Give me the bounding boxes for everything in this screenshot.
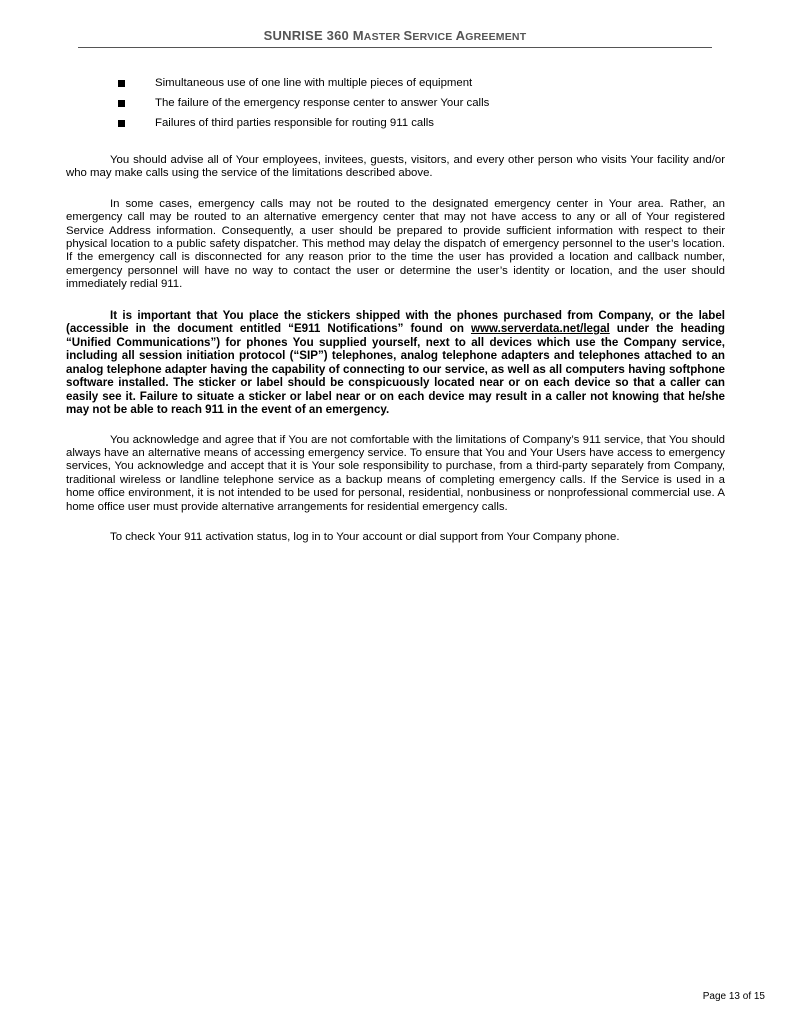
document-body xyxy=(66,77,725,562)
square-bullet-icon xyxy=(118,100,125,107)
list-item xyxy=(66,77,725,97)
list-item-text: The failure of the emergency response center to answer Your calls xyxy=(155,97,490,109)
paragraph-advise-employees: You should advise all of Your employees, invitees, guests, visitors, and every other person who visits Your facility and/or who may make calls using the service of the limitations described above. xyxy=(66,154,725,180)
list-item-text: Failures of third parties responsible for routing 911 calls xyxy=(155,117,434,129)
header-title-1: SUNRISE 360 M xyxy=(263,28,364,43)
page-header xyxy=(78,28,712,43)
square-bullet-icon xyxy=(118,120,125,127)
paragraph-routing: In some cases, emergency calls may not be routed to the designated emergency center in Your area. Rather, an emergency call may be routed to an alternative emergency center that may not have access to any or all of Your registered Service Address information. Consequently, a user should be prepared to provide sufficient information with respect to their physical location to a public safety dispatcher. This method may delay the dispatch of emergency personnel to the user’s location. If the emergency call is disconnected for any reason prior to the time the user has provided a location and callback number, emergency personnel will have no way to contact the user or determine the user’s identity or location, and the user should immediately redial 911. xyxy=(66,197,725,291)
list-item xyxy=(66,97,725,117)
list-item xyxy=(66,117,725,137)
header-title-3: A xyxy=(455,28,466,43)
paragraph-acknowledge: You acknowledge and agree that if You are not comfortable with the limitations of Company’s 911 service, that You should always have an alternative means of accessing emergency service. To ensure that You and Your Users have access to emergency services, You acknowledge and accept that it is Your sole responsibility to purchase, from a third-party separately from Company, traditional wireless or landline telephone service as a backup means of completing emergency calls. If the Service is used in a home office environment, it is not intended to be used for personal, residential, nonbusiness or nonprofessional commercial use. A home office user must provide alternative arrangements for residential emergency calls. xyxy=(66,433,725,513)
legal-link[interactable]: www.serverdata.net/legal xyxy=(470,322,610,336)
limitations-list xyxy=(66,77,725,137)
header-title-2-small: ERVICE xyxy=(412,31,456,43)
paragraph-activation-status: To check Your 911 activation status, log in to Your account or dial support from Your Company phone. xyxy=(110,531,620,544)
stickers-text-end: under the heading “Unified Communications”) for phones You supplied yourself, next to all devices which use the Company service, including all session initiation protocol (“SIP”) telephones, analog telephone adapters and telephones attached to an analog telephone adapter having the capability of connecting to our service, as well as all computers having softphone software installed. The sticker or label should be conspicuously located near or on each device so that a caller can easily see it. Failure to situate a sticker or label near or on each device may result in a caller not knowing that he/she may not be able to reach 911 in the event of an emergency. xyxy=(66,322,725,417)
header-divider xyxy=(78,47,712,48)
page-number: Page 13 of 15 xyxy=(702,991,765,1002)
header-title-1-small: ASTER xyxy=(363,31,404,43)
paragraph-stickers-notice xyxy=(66,309,725,417)
stickers-text-start: It is important that You place the stickers shipped with the phones purchased from Company, or the label (accessible in the document entitled “E911 Notifications” found on xyxy=(66,308,725,336)
list-item-text: Simultaneous use of one line with multiple pieces of equipment xyxy=(155,77,473,89)
square-bullet-icon xyxy=(118,80,125,87)
header-title-2: S xyxy=(403,28,413,43)
header-title-3-small: GREEMENT xyxy=(465,31,527,43)
